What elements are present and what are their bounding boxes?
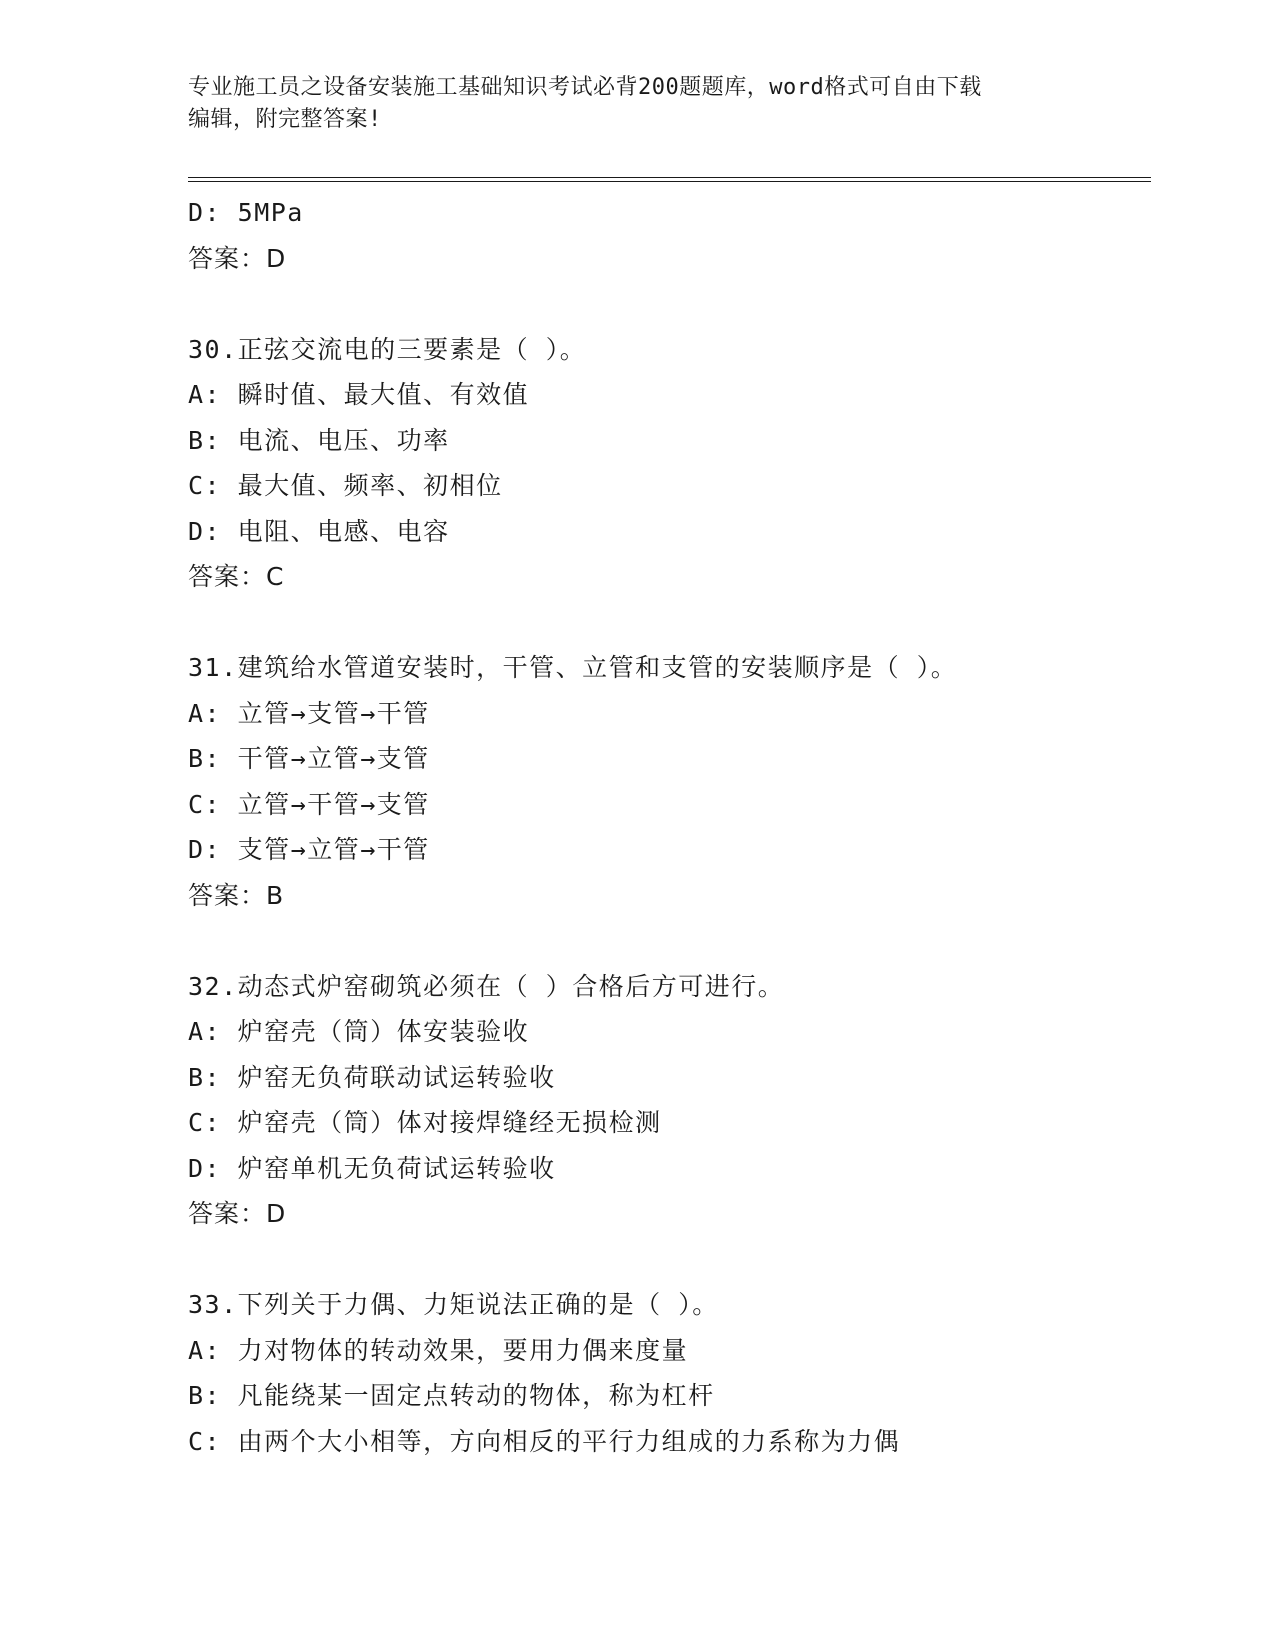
option-d: D: 支管→立管→干管 [188,835,430,864]
option-c: C: 最大值、频率、初相位 [188,471,503,500]
question-block-30 [188,327,1168,600]
header-title-line-2: 编辑，附完整答案! [188,107,382,132]
answer-text: 答案：C [188,562,285,591]
option-b: B: 干管→立管→支管 [188,744,430,773]
header-divider-top [188,177,1151,178]
option-d: D: 炉窑单机无负荷试运转验收 [188,1153,556,1183]
option-d: D: 电阻、电感、电容 [188,516,450,546]
header-title-line-1: 专业施工员之设备安装施工基础知识考试必背200题题库，word格式可自由下载 [188,75,982,100]
header-divider-bottom [188,181,1151,182]
spacer [188,281,1168,327]
spacer [188,1237,1168,1283]
option-a: A: 炉窑壳（筒）体安装验收 [188,1017,530,1046]
question-block-33 [188,1282,1168,1464]
option-b: B: 炉窑无负荷联动试运转验收 [188,1062,556,1092]
document-header [188,72,1088,136]
option-a: A: 瞬时值、最大值、有效值 [188,380,530,409]
question-text: 33.下列关于力偶、力矩说法正确的是（ ）。 [188,1290,719,1319]
option-c: C: 由两个大小相等，方向相反的平行力组成的力系称为力偶 [188,1426,901,1456]
previous-answer: 答案：D [188,243,287,273]
option-c: C: 炉窑壳（筒）体对接焊缝经无损检测 [188,1108,662,1137]
question-text: 30.正弦交流电的三要素是（ ）。 [188,334,587,364]
option-a: A: 力对物体的转动效果，要用力偶来度量 [188,1335,689,1365]
question-block-32 [188,964,1168,1237]
answer-text: 答案：B [188,880,285,910]
option-b: B: 凡能绕某一固定点转动的物体，称为杠杆 [188,1381,715,1410]
previous-option-d: D: 5MPa [188,198,304,227]
spacer [188,918,1168,964]
question-list [188,190,1168,1464]
answer-text: 答案：D [188,1199,287,1228]
spacer [188,600,1168,646]
option-a: A: 立管→支管→干管 [188,698,430,728]
question-text: 31.建筑给水管道安装时，干管、立管和支管的安装顺序是（ ）。 [188,653,958,682]
option-b: B: 电流、电压、功率 [188,425,450,455]
option-c: C: 立管→干管→支管 [188,789,430,819]
question-block-31 [188,645,1168,918]
question-text: 32.动态式炉窑砌筑必须在（ ）合格后方可进行。 [188,971,785,1001]
